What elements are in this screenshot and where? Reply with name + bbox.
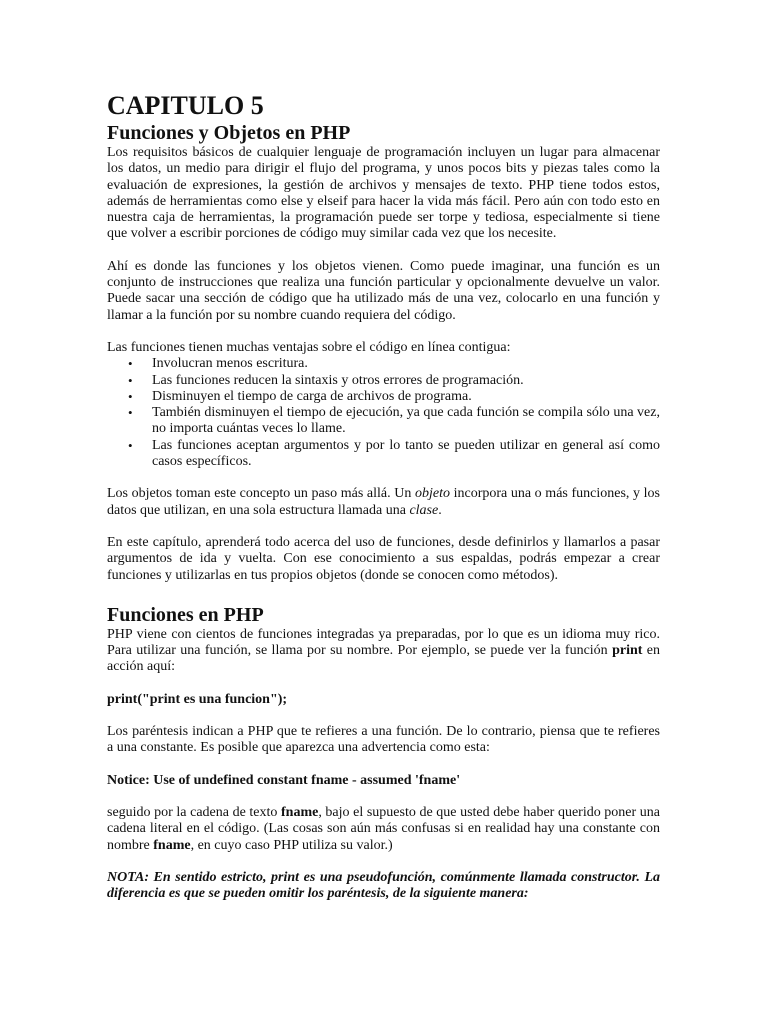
bullet-icon: •	[128, 437, 133, 453]
chapter-subtitle: Funciones y Objetos en PHP	[107, 122, 351, 144]
notice-example: Notice: Use of undefined constant fname - assumed 'fname'	[107, 772, 461, 788]
section-paragraph-3: seguido por la cadena de texto fname, bajo el supuesto de que usted debe haber querido poner una cadena literal en el código. (Las cosas son aún más confusas si en realidad hay una constante con nombre fname, en cuyo caso PHP utiliza su valor.)	[107, 804, 660, 853]
advantages-list	[107, 356, 660, 470]
chapter-title: CAPITULO 5	[107, 91, 264, 120]
advantages-intro: Las funciones tienen muchas ventajas sobre el código en línea contigua:	[107, 339, 511, 355]
section-paragraph-2: Los paréntesis indican a PHP que te refieres a una función. De lo contrario, piensa que te refieres a una constante. Es posible que aparezca una advertencia como esta:	[107, 724, 660, 756]
objects-paragraph: Los objetos toman este concepto un paso más allá. Un objeto incorpora una o más funciones, y los datos que utilizan, en una sola estructura llamada una clase.	[107, 486, 660, 518]
keyword-fname: fname	[153, 837, 191, 853]
keyword-fname: fname	[281, 804, 319, 820]
code-example: print("print es una funcion");	[107, 691, 288, 707]
list-item: • Disminuyen el tiempo de carga de archivos de programa.	[128, 388, 472, 404]
bullet-icon: •	[128, 405, 133, 421]
list-item: • Las funciones reducen la sintaxis y otros errores de programación.	[128, 372, 524, 388]
intro-paragraph-1: Los requisitos básicos de cualquier lenguaje de programación incluyen un lugar para almacenar los datos, un medio para dirigir el flujo del programa, y unos pocos bits y piezas tales como la evaluación de expresiones, la gestión de archivos y mensajes de texto. PHP tiene todos estos, además de herramientas como else y elseif para hacer la vida más fácil. Pero aún con todo esto en nuestra caja de herramientas, la programación puede ser torpe y tediosa, especialmente si tiene que volver a escribir porciones de código muy similar cada vez que los necesite.	[107, 145, 660, 242]
keyword-print: print	[612, 643, 643, 659]
intro-paragraph-2: Ahí es donde las funciones y los objetos vienen. Como puede imaginar, una función es un conjunto de instrucciones que realiza una función particular y opcionalmente devuelve un valor. Puede sacar una sección de código que ha utilizado más de una vez, colocarlo en una función y llamar a la función por su nombre cuando requiera del código.	[107, 258, 660, 323]
term-clase: clase	[409, 502, 439, 518]
document-page	[107, 91, 660, 902]
list-item: • También disminuyen el tiempo de ejecución, ya que cada función se compila sólo una vez, no importa cuántas veces lo llame.	[128, 405, 660, 437]
chapter-overview-paragraph: En este capítulo, aprenderá todo acerca del uso de funciones, desde definirlos y llamarlos a pasar argumentos de ida y vuelta. Con ese conocimiento a sus espaldas, podrás empezar a crear funciones y utilizarlas en tus propios objetos (donde se conocen como métodos).	[107, 534, 660, 583]
section-paragraph-1: PHP viene con cientos de funciones integradas ya preparadas, por lo que es un idioma muy rico. Para utilizar una función, se llama por su nombre. Por ejemplo, se puede ver la función print en acción aquí:	[107, 626, 660, 675]
list-item: • Las funciones aceptan argumentos y por lo tanto se pueden utilizar en general así como casos específicos.	[128, 437, 660, 470]
bullet-icon: •	[128, 372, 133, 388]
bullet-icon: •	[128, 356, 133, 372]
note-paragraph: NOTA: En sentido estricto, print es una pseudofunción, comúnmente llamada constructor. La diferencia es que se pueden omitir los paréntesis, de la siguiente manera:	[107, 869, 660, 902]
term-objeto: objeto	[414, 486, 450, 502]
bullet-icon: •	[128, 388, 133, 404]
section-title: Funciones en PHP	[107, 603, 264, 626]
list-item: • Involucran menos escritura.	[128, 356, 308, 372]
